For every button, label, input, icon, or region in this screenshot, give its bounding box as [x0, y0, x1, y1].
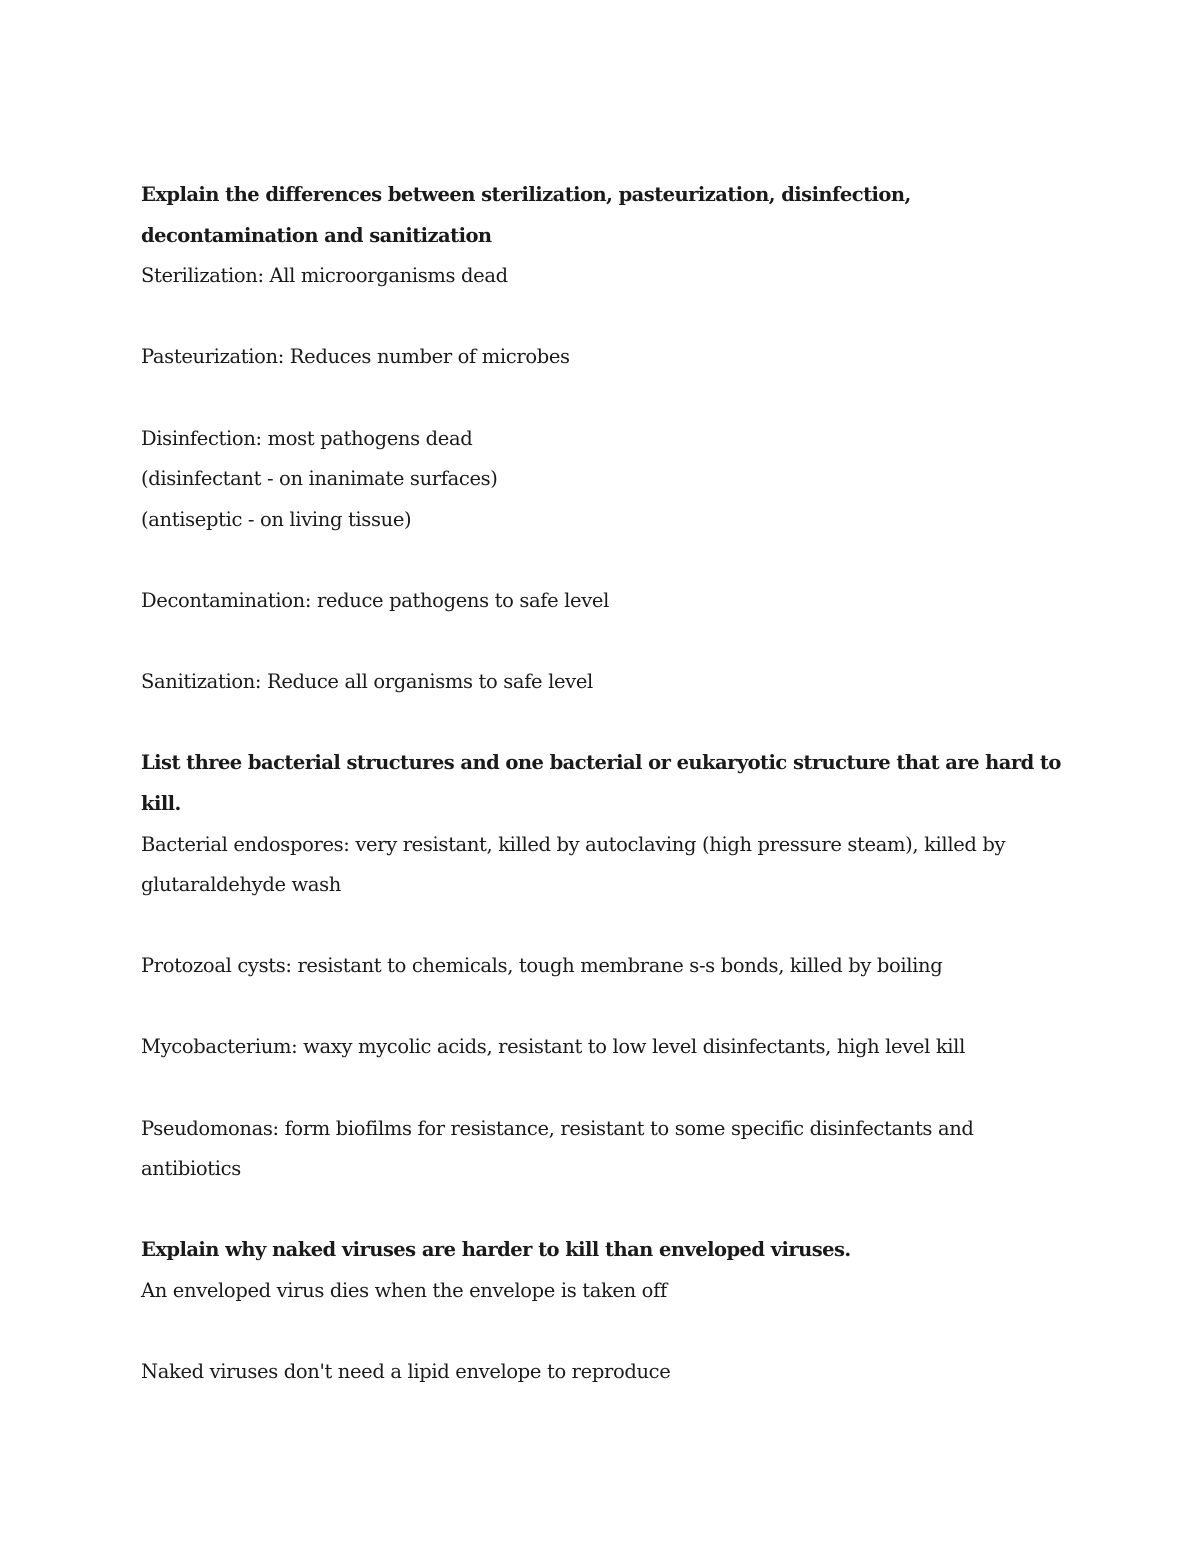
- answer-line: Sterilization: All microorganisms dead: [141, 264, 508, 288]
- blank-line: [141, 703, 1071, 744]
- blank-line: [141, 540, 1071, 581]
- question-heading: Explain the differences between sterilization, pasteurization, disinfection, decontamination and sanitization: [141, 183, 911, 247]
- question-heading: Explain why naked viruses are harder to kill than enveloped viruses.: [141, 1238, 851, 1262]
- answer-line: Naked viruses don't need a lipid envelope to reproduce: [141, 1360, 671, 1384]
- blank-line: [141, 1190, 1071, 1231]
- answer-line: Disinfection: most pathogens dead: [141, 426, 473, 450]
- blank-line: [141, 987, 1071, 1028]
- answer-line: Bacterial endospores: very resistant, killed by autoclaving (high pressure steam), killed by glutaraldehyde wash: [141, 832, 1006, 897]
- answer-line: Decontamination: reduce pathogens to safe level: [141, 588, 609, 612]
- blank-line: [141, 1312, 1071, 1353]
- blank-line: [141, 622, 1071, 663]
- answer-line: Protozoal cysts: resistant to chemicals, tough membrane s-s bonds, killed by boiling: [141, 954, 943, 978]
- section: [141, 175, 1071, 743]
- answer-line: An enveloped virus dies when the envelope is taken off: [141, 1279, 667, 1303]
- answer-line: Mycobacterium: waxy mycolic acids, resistant to low level disinfectants, high level kill: [141, 1035, 965, 1059]
- blank-line: [141, 297, 1071, 338]
- blank-line: [141, 1068, 1071, 1109]
- answer-line: Pseudomonas: form biofilms for resistance, resistant to some specific disinfectants and antibiotics: [141, 1116, 974, 1181]
- answer-line: Pasteurization: Reduces number of microbes: [141, 345, 570, 369]
- answer-line: (disinfectant - on inanimate surfaces): [141, 467, 498, 491]
- section: [141, 1230, 1071, 1392]
- section: [141, 743, 1071, 1230]
- blank-line: [141, 906, 1071, 947]
- answer-line: (antiseptic - on living tissue): [141, 507, 412, 531]
- document-page: [141, 175, 1071, 1393]
- question-heading: List three bacterial structures and one bacterial or eukaryotic structure that are hard to kill.: [141, 751, 1061, 815]
- blank-line: [141, 378, 1071, 419]
- answer-line: Sanitization: Reduce all organisms to safe level: [141, 670, 593, 694]
